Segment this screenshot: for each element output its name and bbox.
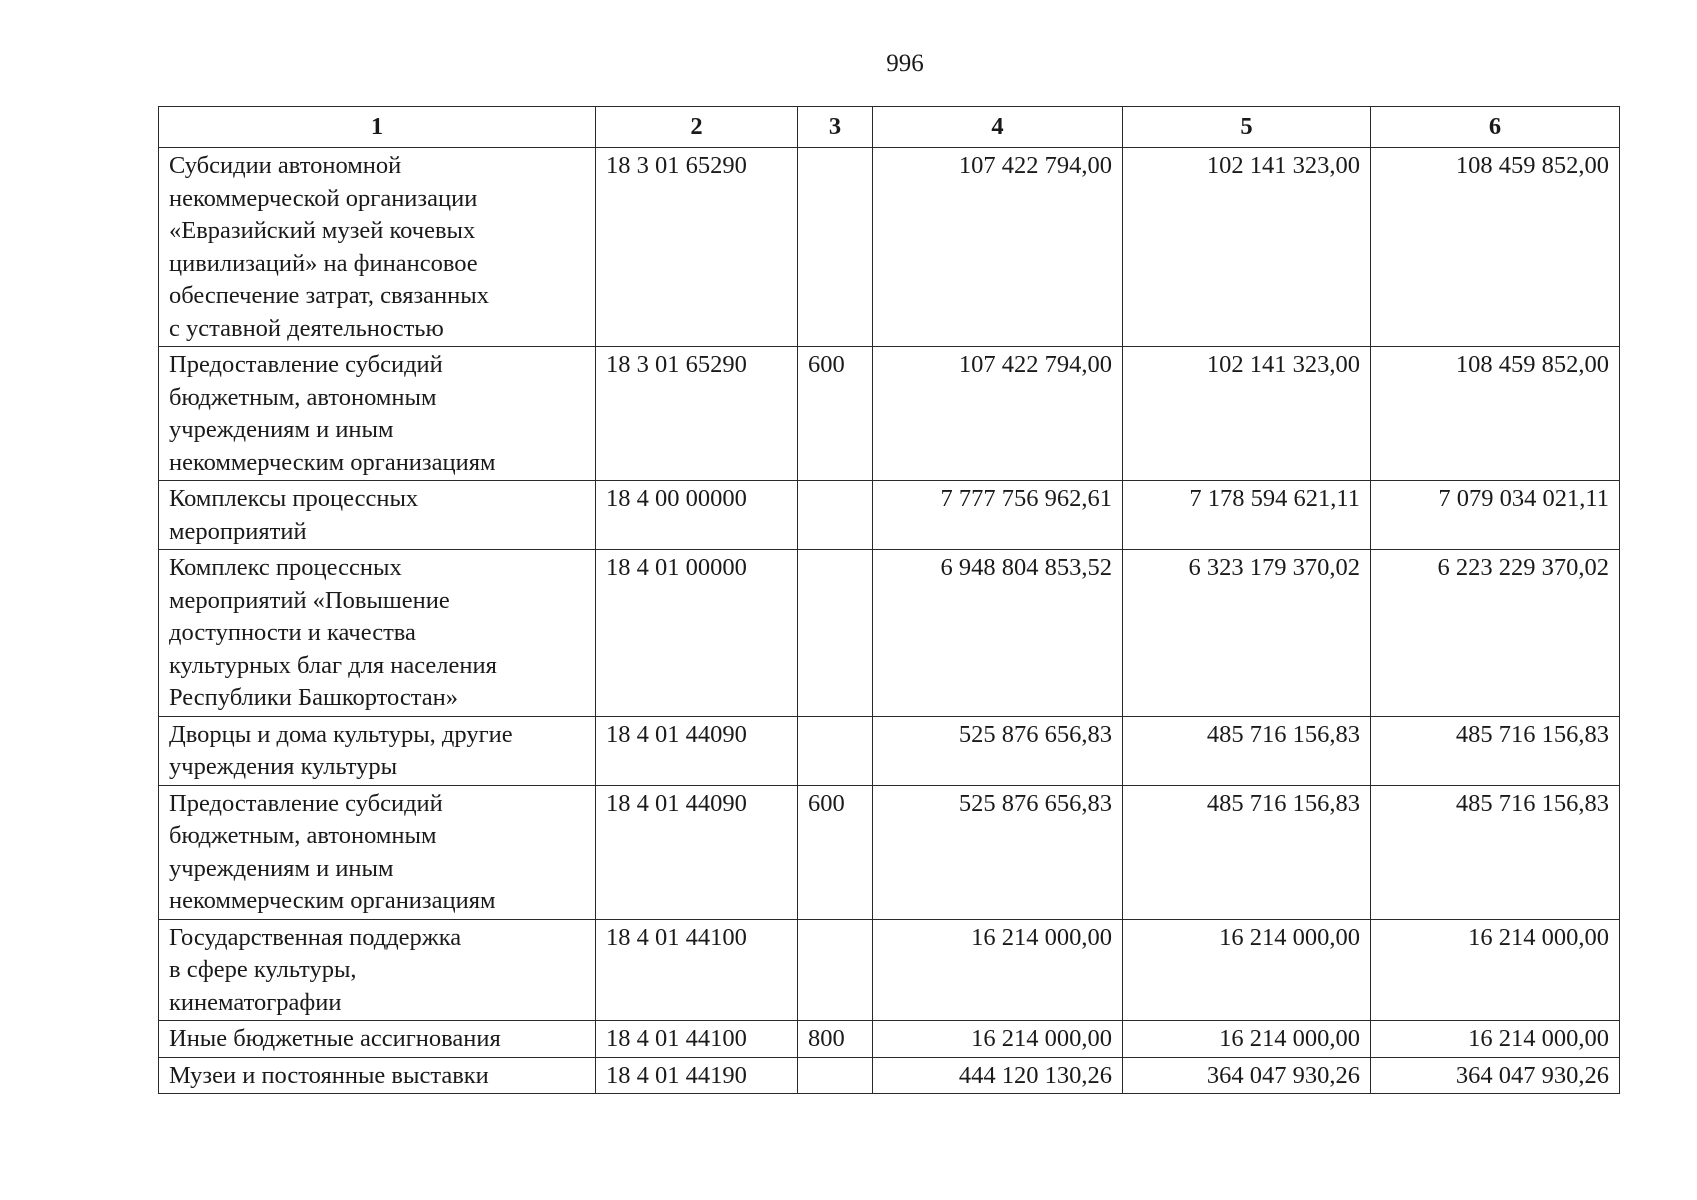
column-header: 1 [159,107,596,148]
column-header: 2 [596,107,798,148]
table-row [159,481,1620,550]
row-name-text: Предоставление субсидий бюджетным, автономным учреждениям и иным некоммерческим организациям [169,351,496,476]
row-name [159,347,596,481]
row-value-6: 6 223 229 370,02 [1371,550,1620,717]
row-value-4: 6 948 804 853,52 [873,550,1123,717]
row-value-4: 107 422 794,00 [873,148,1123,347]
row-value-6: 16 214 000,00 [1371,919,1620,1021]
row-value-4: 16 214 000,00 [873,919,1123,1021]
row-value-6: 485 716 156,83 [1371,716,1620,785]
row-value-6: 16 214 000,00 [1371,1021,1620,1058]
row-value-5: 102 141 323,00 [1123,148,1371,347]
row-name [159,785,596,919]
row-type [798,919,873,1021]
row-name [159,1057,596,1094]
row-name-text: Иные бюджетные ассигнования [169,1025,501,1052]
row-name [159,148,596,347]
table-header-row [159,107,1620,148]
row-value-6: 108 459 852,00 [1371,148,1620,347]
table-row [159,919,1620,1021]
row-name-text: Комплексы процессных мероприятий [169,485,419,545]
budget-table [158,106,1620,1094]
row-value-4: 107 422 794,00 [873,347,1123,481]
column-header: 3 [798,107,873,148]
row-value-6: 485 716 156,83 [1371,785,1620,919]
row-value-6: 108 459 852,00 [1371,347,1620,481]
row-value-4: 7 777 756 962,61 [873,481,1123,550]
row-value-4: 16 214 000,00 [873,1021,1123,1058]
row-type [798,148,873,347]
column-header: 6 [1371,107,1620,148]
row-code: 18 4 01 44090 [596,716,798,785]
row-value-4: 525 876 656,83 [873,785,1123,919]
table-row [159,550,1620,717]
row-value-5: 364 047 930,26 [1123,1057,1371,1094]
table-row [159,347,1620,481]
row-code: 18 4 01 44190 [596,1057,798,1094]
row-type [798,716,873,785]
row-name [159,716,596,785]
row-name-text: Государственная поддержка в сфере культуры, кинематографии [169,923,462,1016]
row-value-5: 16 214 000,00 [1123,919,1371,1021]
table-row [159,785,1620,919]
table-row [159,716,1620,785]
row-value-6: 364 047 930,26 [1371,1057,1620,1094]
row-type: 600 [798,785,873,919]
row-name [159,550,596,717]
table-row [159,148,1620,347]
row-code: 18 4 00 00000 [596,481,798,550]
page-number: 996 [886,50,924,77]
row-name-text: Субсидии автономной некоммерческой организации «Евразийский музей кочевых цивилизаций» на финансовое обеспечение затрат, связанных с уставной деятельностью [169,152,489,342]
row-name-text: Дворцы и дома культуры, другие учреждения культуры [169,720,513,780]
row-name-text: Комплекс процессных мероприятий «Повышение доступности и качества культурных благ для населения Республики Башкортостан» [169,554,497,711]
row-code: 18 3 01 65290 [596,347,798,481]
row-name [159,481,596,550]
row-value-4: 525 876 656,83 [873,716,1123,785]
row-code: 18 3 01 65290 [596,148,798,347]
row-value-5: 485 716 156,83 [1123,785,1371,919]
row-value-6: 7 079 034 021,11 [1371,481,1620,550]
row-name [159,919,596,1021]
table-row [159,1057,1620,1094]
row-code: 18 4 01 44100 [596,919,798,1021]
row-name-text: Предоставление субсидий бюджетным, автономным учреждениям и иным некоммерческим организациям [169,789,496,914]
row-name-text: Музеи и постоянные выставки [169,1061,489,1089]
row-value-5: 485 716 156,83 [1123,716,1371,785]
row-type: 600 [798,347,873,481]
row-code: 18 4 01 44100 [596,1021,798,1058]
column-header: 5 [1123,107,1371,148]
table-row [159,1021,1620,1058]
row-code: 18 4 01 00000 [596,550,798,717]
row-value-5: 6 323 179 370,02 [1123,550,1371,717]
row-type: 800 [798,1021,873,1058]
row-value-4: 444 120 130,26 [873,1057,1123,1094]
row-type [798,1057,873,1094]
row-type [798,481,873,550]
row-value-5: 16 214 000,00 [1123,1021,1371,1058]
column-header: 4 [873,107,1123,148]
row-code: 18 4 01 44090 [596,785,798,919]
row-type [798,550,873,717]
row-value-5: 7 178 594 621,11 [1123,481,1371,550]
row-name [159,1021,596,1058]
row-value-5: 102 141 323,00 [1123,347,1371,481]
